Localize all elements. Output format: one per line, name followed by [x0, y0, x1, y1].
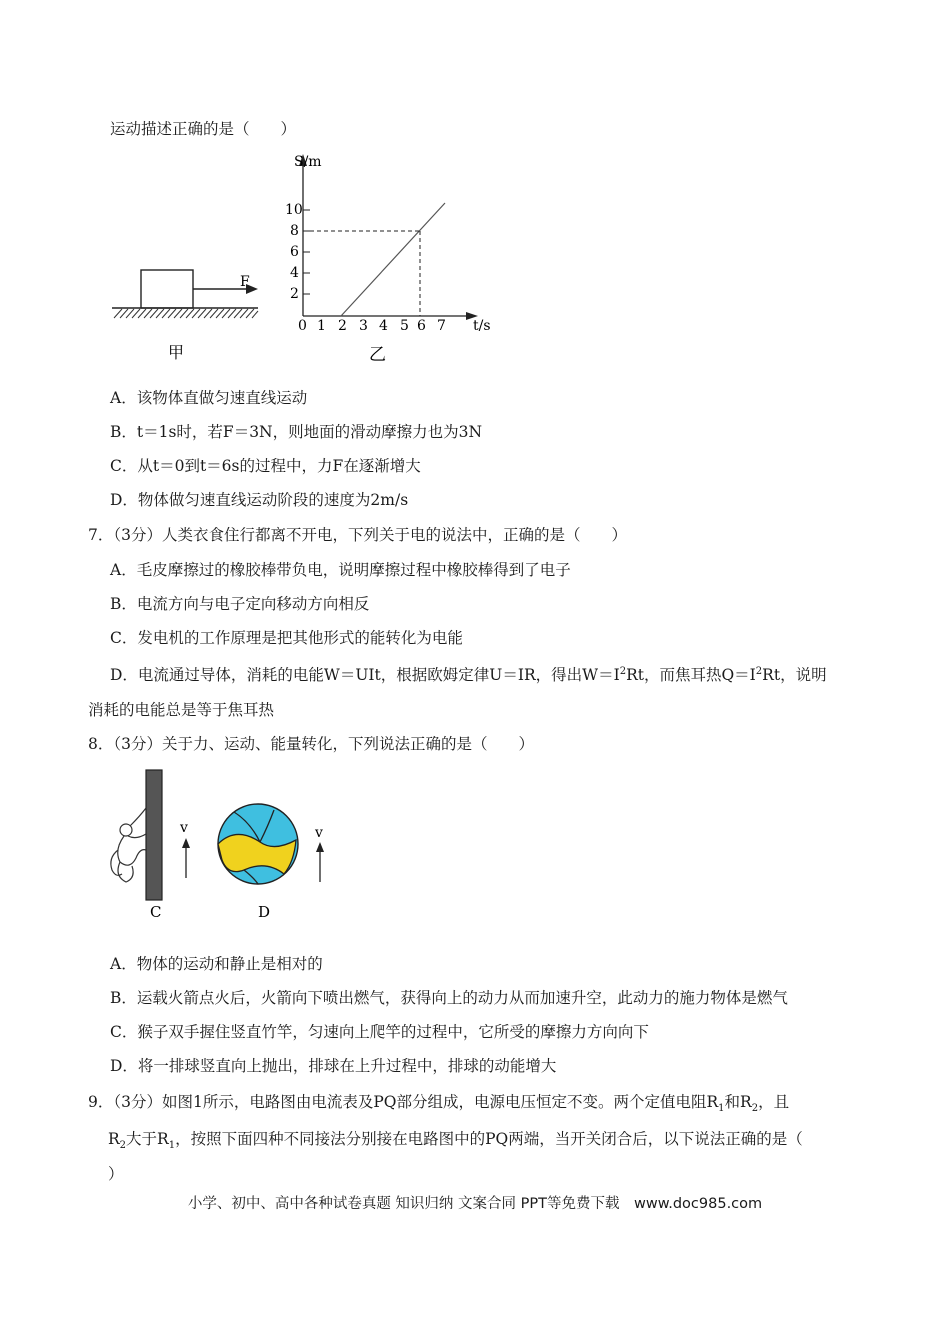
- q7-option-d-text: Rt，说明: [762, 666, 827, 685]
- q6-stem: 运动描述正确的是（ ）: [110, 120, 297, 138]
- q7-option-d-continuation: 消耗的电能总是等于焦耳热: [88, 701, 275, 719]
- q8-stem: 8．（3分）关于力、运动、能量转化，下列说法正确的是（ ）: [88, 735, 534, 753]
- subscript: 2: [751, 1103, 759, 1115]
- q9-stem-line2: [108, 1129, 803, 1156]
- superscript: 2: [755, 666, 763, 677]
- q6-option-d: D．物体做匀速直线运动阶段的速度为2m/s: [110, 491, 409, 509]
- q9-text: ，且: [758, 1093, 790, 1111]
- block: [141, 270, 193, 308]
- q8-option-c: C．猴子双手握住竖直竹竿，匀速向上爬竿的过程中，它所受的摩擦力方向向下: [110, 1023, 649, 1041]
- superscript: 2: [619, 666, 627, 677]
- figure-d-label: D: [258, 903, 271, 921]
- q8-option-b: B．运载火箭点火后，火箭向下喷出燃气，获得向上的动力从而加速升空，此动力的施力物体是燃气: [110, 989, 788, 1007]
- monkey-icon: [111, 808, 146, 882]
- x-tick-label: 1: [317, 318, 326, 334]
- velocity-arrowhead: [182, 838, 190, 848]
- figure-jia: [108, 262, 268, 362]
- subscript: 1: [168, 1140, 176, 1152]
- x-axis-label: t/s: [473, 318, 491, 334]
- q9-text: R: [108, 1130, 120, 1148]
- q6-option-a: A．该物体直做匀速直线运动: [110, 389, 308, 407]
- st-line: [341, 203, 445, 316]
- ground-hatching: [114, 309, 258, 318]
- subscript: 2: [119, 1140, 127, 1152]
- q7-stem: 7．（3分）人类衣食住行都离不开电，下列关于电的说法中，正确的是（ ）: [88, 526, 627, 544]
- q8-option-d: D．将一排球竖直向上抛出，排球在上升过程中，排球的动能增大: [110, 1057, 557, 1075]
- y-axis-label: S/m: [294, 154, 322, 170]
- q6-option-c: C．从t＝0到t＝6s的过程中，力F在逐渐增大: [110, 457, 421, 475]
- velocity-label: v: [315, 825, 323, 841]
- force-label: F: [240, 274, 250, 290]
- subscript: 1: [718, 1103, 725, 1115]
- velocity-label: v: [180, 820, 188, 836]
- x-tick-label: 2: [338, 318, 347, 334]
- q7-option-d-text: Rt，而焦耳热Q＝I: [626, 666, 756, 685]
- y-tick-label: 2: [290, 286, 299, 302]
- q9-text: 9．（3分）如图1所示，电路图由电流表及PQ部分组成，电源电压恒定不变。两个定值电阻R: [88, 1093, 719, 1111]
- q9-stem-line1: [88, 1092, 789, 1119]
- q9-text: 和R: [724, 1093, 752, 1111]
- x-tick-label: 0: [298, 318, 307, 334]
- figure-c-label: C: [150, 903, 162, 921]
- y-ticks: [303, 210, 310, 294]
- x-tick-label: 4: [379, 318, 388, 334]
- x-tick-label: 5: [400, 318, 409, 334]
- page-footer: 小学、初中、高中各种试卷真题 知识归纳 文案合同 PPT等免费下载 www.doc985.com: [187, 1196, 763, 1212]
- q8-option-a: A．物体的运动和静止是相对的: [110, 955, 323, 973]
- bamboo-pole: [146, 770, 162, 900]
- q7-option-d-text: D．电流通过导体，消耗的电能W＝UIt，根据欧姆定律U＝IR，得出W＝I: [110, 666, 620, 685]
- q7-option-d: [110, 662, 827, 685]
- q9-text: 大于R: [126, 1130, 169, 1148]
- x-tick-label: 6: [417, 318, 426, 334]
- q7-option-a: A．毛皮摩擦过的橡胶棒带负电，说明摩擦过程中橡胶棒得到了电子: [110, 561, 571, 579]
- y-tick-label: 4: [290, 265, 299, 281]
- x-tick-label: 7: [437, 318, 446, 334]
- jia-caption: 甲: [168, 343, 185, 362]
- figure-d-volleyball: [214, 800, 334, 926]
- figure-c-monkey-pole: [106, 766, 206, 926]
- velocity-arrowhead: [316, 842, 324, 852]
- figure-yi-st-graph: [280, 148, 510, 368]
- y-tick-label: 10: [285, 202, 303, 218]
- q7-option-c: C．发电机的工作原理是把其他形式的能转化为电能: [110, 629, 463, 647]
- q6-option-b: B．t＝1s时，若F＝3N，则地面的滑动摩擦力也为3N: [110, 423, 483, 441]
- yi-caption: 乙: [369, 345, 386, 365]
- y-tick-label: 8: [290, 223, 299, 239]
- q7-option-b: B．电流方向与电子定向移动方向相反: [110, 595, 370, 613]
- x-tick-label: 3: [359, 318, 368, 334]
- q9-text: ，按照下面四种不同接法分别接在电路图中的PQ两端，当开关闭合后，以下说法正确的是（: [175, 1130, 803, 1148]
- y-tick-label: 6: [290, 244, 299, 260]
- q9-stem-line3: ）: [108, 1165, 124, 1183]
